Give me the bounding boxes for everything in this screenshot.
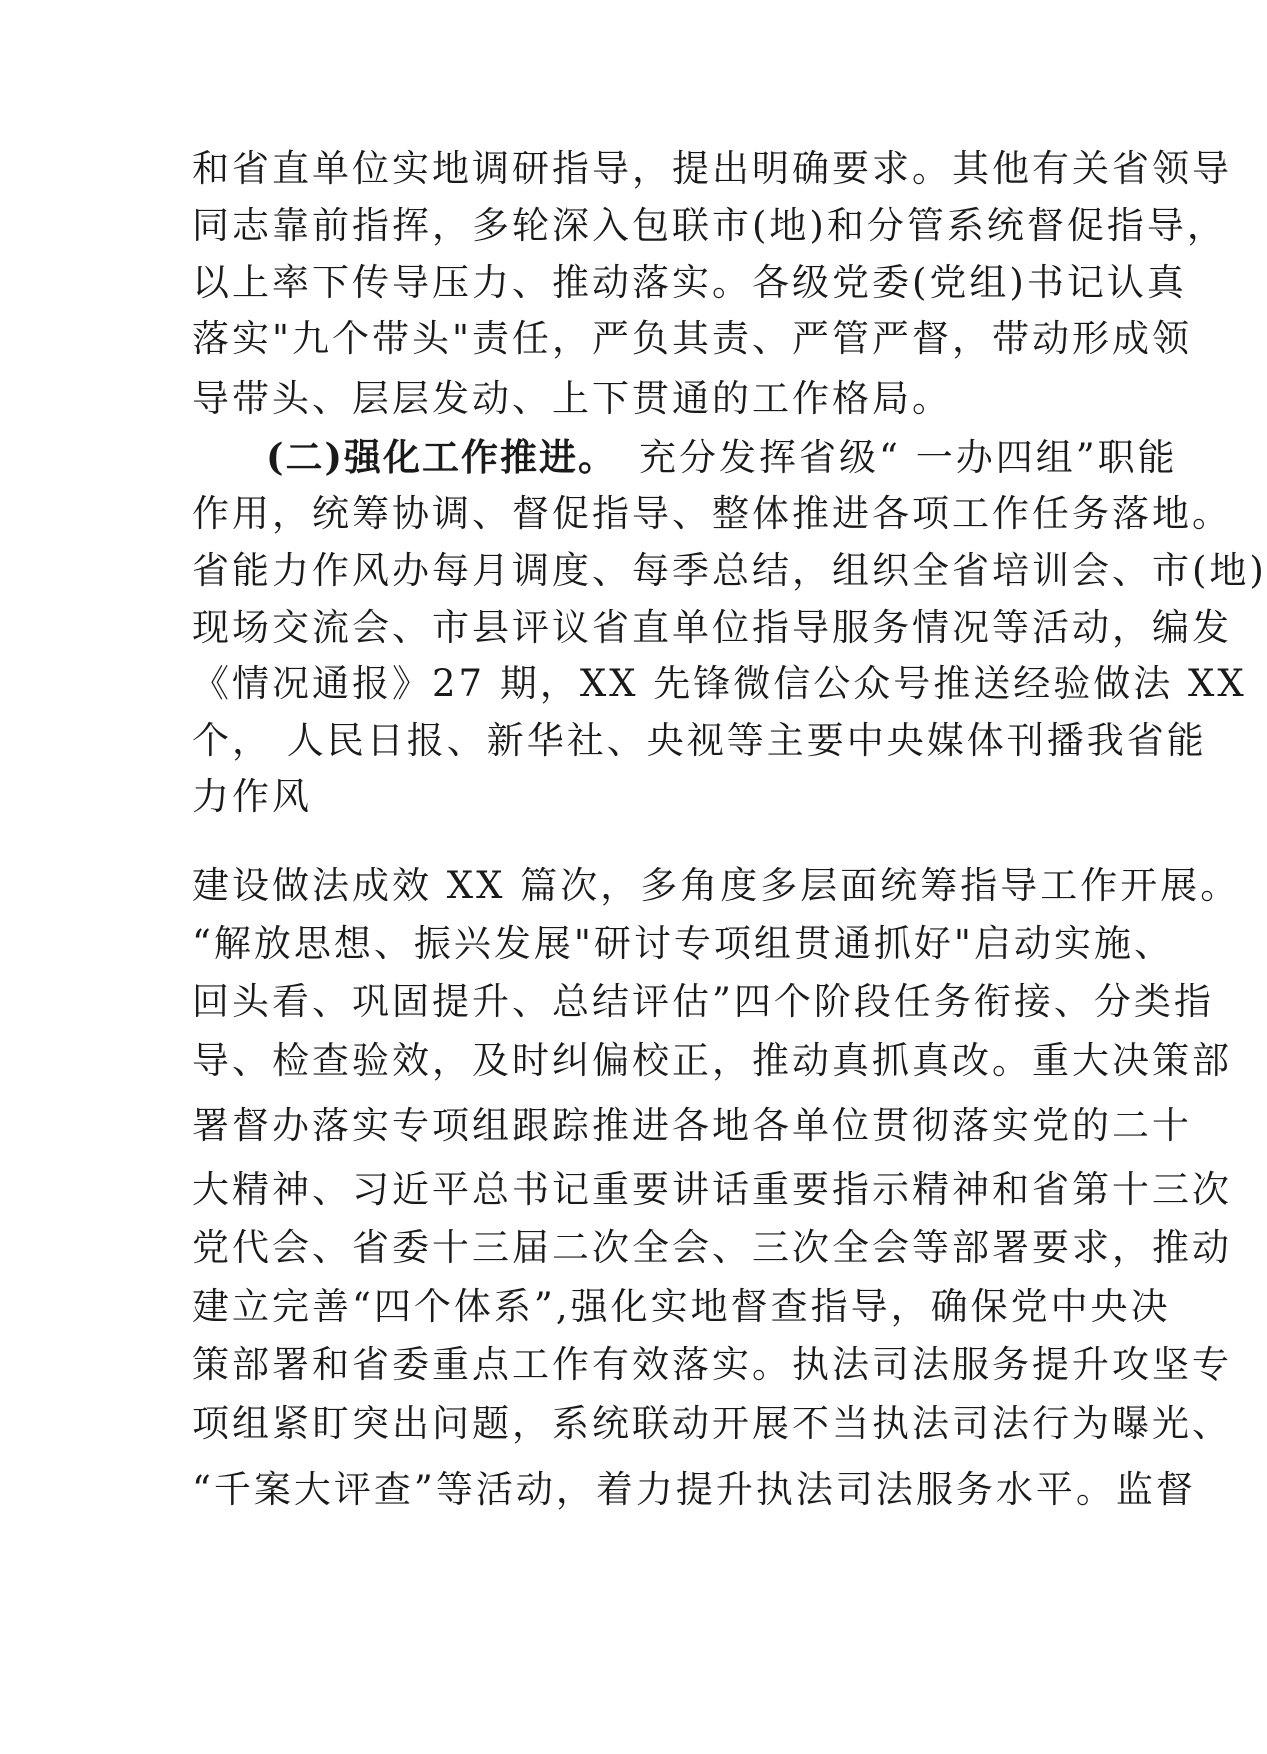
text-line: “千案大评查”等活动，着力提升执法司法服务水平。监督 [192,1468,1196,1511]
text-line: 建立完善“四个体系”,强化实地督查指导，确保党中央决 [192,1285,1171,1328]
text-line: 回头看、巩固提升、总结评估”四个阶段任务衔接、分类指 [192,980,1214,1023]
heading-line-text: 充分发挥省级“ 一办四组”职能 [639,436,1178,479]
text-line: 党代会、省委十三届二次全会、三次全会等部署要求，推动 [192,1226,1232,1269]
section-heading: (二)强化工作推进。 [266,435,618,479]
text-line: 和省直单位实地调研指导，提出明确要求。其他有关省领导 [192,147,1232,190]
text-line: 项组紧盯突出问题，系统联动开展不当执法司法行为曝光、 [192,1402,1232,1445]
text-line: 署督办落实专项组跟踪推进各地各单位贯彻落实党的二十 [192,1104,1192,1147]
text-line: 力作风 [192,775,312,818]
text-line: 大精神、习近平总书记重要讲话重要指示精神和省第十三次 [192,1168,1232,1211]
section-heading-line [266,432,1178,482]
text-line: “解放思想、振兴发展"研讨专项组贯通抓好"启动实施、 [192,922,1174,965]
text-line: 同志靠前指挥，多轮深入包联市(地)和分管系统督促指导， [192,204,1227,247]
text-line: 现场交流会、市县评议省直单位指导服务情况等活动，编发 [192,606,1232,649]
text-line: 建设做法成效 XX 篇次，多角度多层面统筹指导工作开展。 [192,864,1241,907]
text-line: 以上率下传导压力、推动落实。各级党委(党组)书记认真 [192,261,1187,304]
text-line: 个， 人民日报、新华社、央视等主要中央媒体刊播我省能 [192,719,1207,762]
text-line: 导、检查验效，及时纠偏校正，推动真抓真改。重大决策部 [192,1039,1232,1082]
text-line: 作用，统筹协调、督促指导、整体推进各项工作任务落地。 [192,492,1232,535]
text-line: 《情况通报》27 期，XX 先锋微信公众号推送经验做法 XX [192,662,1247,705]
text-line: 落实"九个带头"责任，严负其责、严管严督，带动形成领 [192,317,1193,360]
text-line: 导带头、层层发动、上下贯通的工作格局。 [192,377,952,420]
text-line: 省能力作风办每月调度、每季总结，组织全省培训会、市(地) [192,549,1267,592]
text-line: 策部署和省委重点工作有效落实。执法司法服务提升攻坚专 [192,1343,1232,1386]
